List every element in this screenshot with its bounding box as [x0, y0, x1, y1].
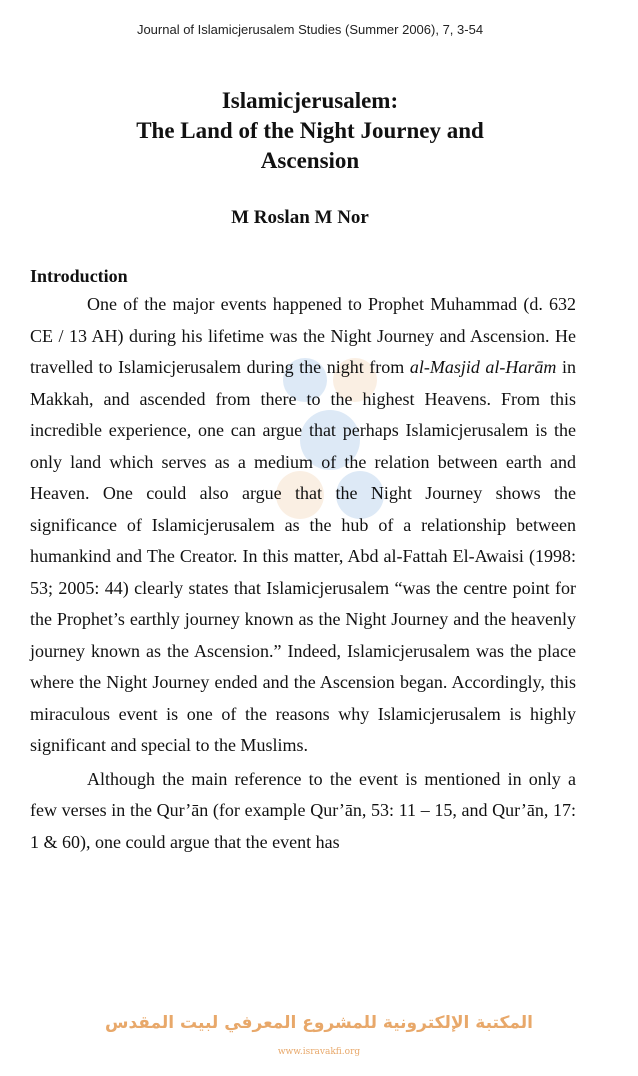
title-line-1: Islamicjerusalem:: [221, 88, 399, 113]
author-name: M Roslan M Nor: [231, 207, 369, 228]
paragraph-1-text-b: in Makkah, and ascended from there to the highest Heavens. From this incredible experience, one can argue that perhaps Islamicjerusalem is the only land which serves as a medium of the relation between earth and Heaven. One could also argue that the Night Journey shows the significance of Islamicjerusalem as the hub of a relationship between humankind and The Creator. In this matter, Abd al-Fattah El-Awaisi (1998: 53; 2005: 44) clearly states that Islamicjerusalem “was the centre point for the Prophet’s earthly journey known as the Night Journey and the heavenly journey known as the Ascension.” Indeed, Islamicjerusalem was the place where the Night Journey ended and the Ascension began. Accordingly, this miraculous event is one of the reasons why Islamicjerusalem is highly significant and special to the Muslims.: [30, 357, 576, 755]
section-heading: Introduction: [30, 266, 128, 286]
italic-term: al-Masjid al-Harām: [409, 357, 557, 377]
title-line-3: Ascension: [260, 148, 360, 173]
footer-website-link[interactable]: www.isravakfi.org: [277, 1047, 361, 1057]
paragraph-1-text-a: One of the major events happened to Prophet Muhammad (d. 632 CE / 13 AH) during his lifetime was the Night Journey and Ascension. He travelled to Islamicjerusalem during the night from: [30, 294, 576, 377]
title-line-2: The Land of the Night Journey and: [136, 118, 484, 143]
body-paragraph-2: Although the main reference to the event is mentioned in only a few verses in the Qur’ān (for example Qur’ān, 53: 11 – 15, and Qur’ān, 17: 1 & 60), one could argue that the event has: [30, 768, 576, 852]
article-body: [30, 289, 576, 858]
footer-library-name: المكتبة الإلكترونية للمشروع المعرفي لبيت المقدس: [104, 1013, 533, 1033]
body-paragraph-1: [30, 289, 576, 762]
journal-header: Journal of Islamicjerusalem Studies (Summer 2006), 7, 3-54: [136, 22, 484, 37]
article-title: [60, 86, 560, 176]
